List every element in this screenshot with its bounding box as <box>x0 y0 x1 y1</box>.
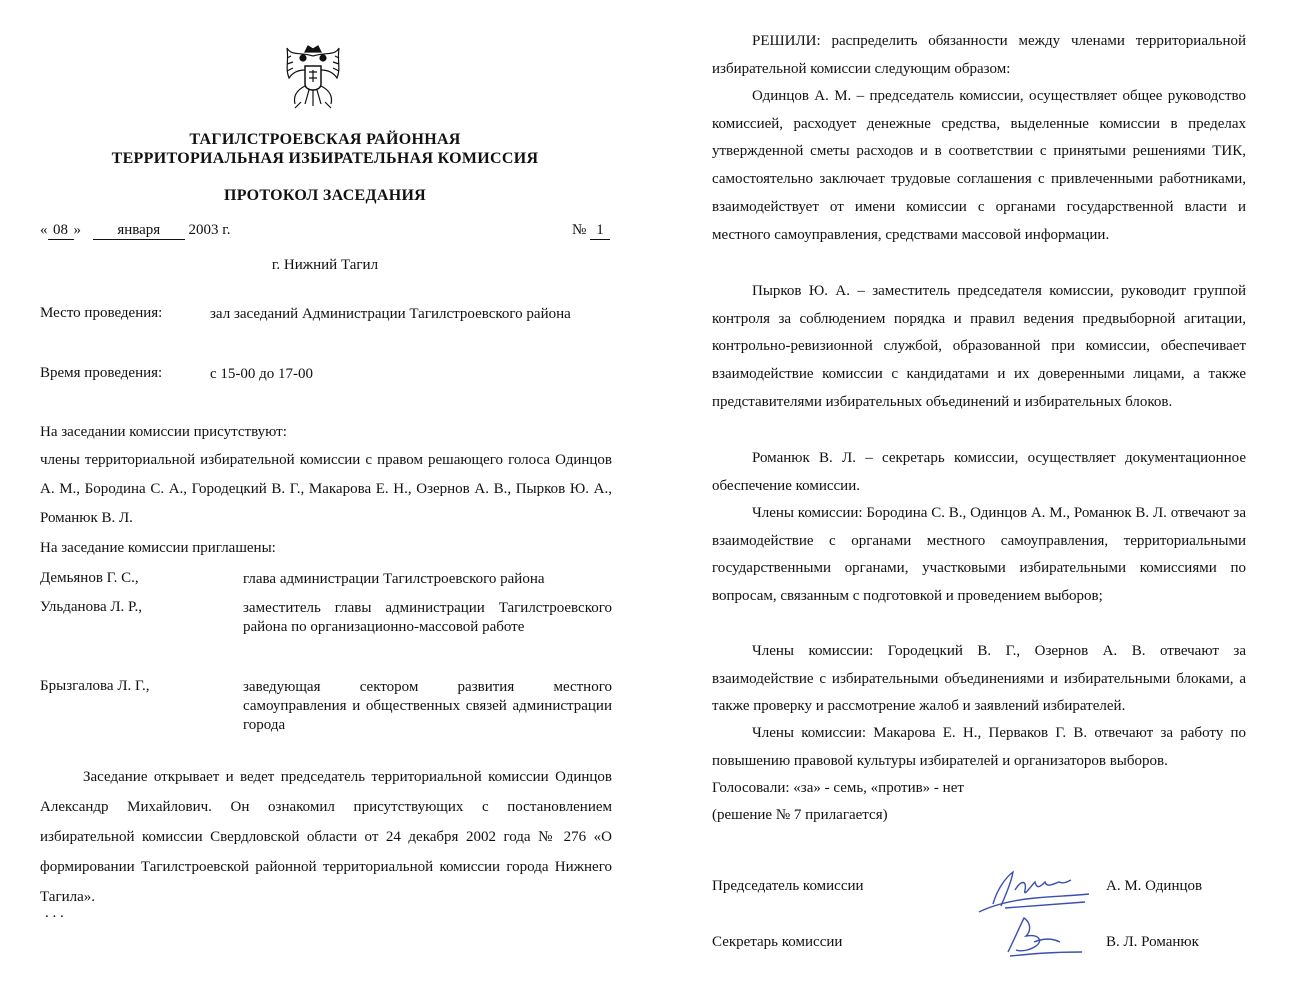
ellipsis: . . . <box>45 905 64 921</box>
decision-paragraph: Пырков Ю. А. – заместитель председателя комиссии, руководит группой контроля за соблюдением порядка и правил ведения предвыборной агитации, контрольно-ревизионной службой, образованной при комиссии, обеспечивает взаимодействие комиссии с кандидатами и их доверенными лицами, а также представителями избирательных объединений и избирательных блоков. <box>712 283 1246 410</box>
date-month: января <box>93 222 185 240</box>
decision-intro: РЕШИЛИ: распределить обязанности между членами территориальной избирательной комиссии следующим образом: <box>712 33 1246 77</box>
signature-name: А. М. Одинцов <box>1106 878 1203 894</box>
secretary-signature-icon <box>990 912 1090 962</box>
place-label: Место проведения: <box>40 305 163 321</box>
present-heading: На заседании комиссии присутствуют: <box>40 424 287 440</box>
invited-role: глава администрации Тагилстроевского района <box>243 571 545 587</box>
signature-role: Секретарь комиссии <box>712 934 843 950</box>
vote-result: Голосовали: «за» - семь, «против» - нет <box>712 780 964 796</box>
decision-paragraph: Одинцов А. М. – председатель комиссии, осуществляет общее руководство комиссией, расходует денежные средства, выделенные комиссии в пределах утвержденной сметы расходов и в соответствии с принятыми решениями ТИК, самостоятельно заключает трудовые соглашения с привлеченными работниками, взаимодействует от имени комиссии с органами государственной власти и местного самоуправления, средствами массовой информации. <box>712 88 1246 243</box>
invited-role: заместитель главы администрации Тагилстроевского района по организационно-массовой работе <box>243 600 612 635</box>
signature-role: Председатель комиссии <box>712 878 864 894</box>
org-name-line2: ТЕРРИТОРИАЛЬНАЯ ИЗБИРАТЕЛЬНАЯ КОМИССИЯ <box>111 150 539 167</box>
decision-paragraph: Романюк В. Л. – секретарь комиссии, осуществляет документационное обеспечение комиссии. <box>712 450 1246 494</box>
signature-name: В. Л. Романюк <box>1106 934 1199 950</box>
protocol-number <box>572 222 610 240</box>
date-year: 2003 г. <box>188 222 231 238</box>
protocol-number-label: № <box>571 222 587 238</box>
invited-role: заведующая сектором развития местного самоуправления и общественных связей администрации города <box>243 679 612 733</box>
invited-name: Демьянов Г. С., <box>40 570 139 586</box>
right-page <box>650 0 1299 1000</box>
date-line <box>40 222 610 242</box>
time-value: с 15-00 до 17-00 <box>210 366 314 382</box>
opening-paragraph: Заседание открывает и ведет председатель территориальной комиссии Одинцов Александр Михайлович. Он ознакомил присутствующих с постановлением избирательной комиссии Свердловской области от 24 декабря 2002 года № 276 «О формировании Тагилстроевской районной территориальной комиссии города Нижнего Тагила». <box>40 769 612 905</box>
date-open-quote: « <box>40 222 48 238</box>
double-headed-eagle-emblem-icon <box>283 40 343 114</box>
date-day: 08 <box>48 222 74 240</box>
invited-name: Ульданова Л. Р., <box>40 599 143 615</box>
attachment-note: (решение № 7 прилагается) <box>712 807 888 823</box>
protocol-number-value: 1 <box>590 222 610 240</box>
decision-paragraph: Члены комиссии: Макарова Е. Н., Перваков Г. В. отвечают за работу по повышению правовой культуры избирателей и организаторов выборов. <box>712 725 1246 769</box>
chairman-signature-icon <box>975 860 1095 920</box>
org-name-line1: ТАГИЛСТРОЕВСКАЯ РАЙОННАЯ <box>189 131 461 148</box>
decision-paragraph: Члены комиссии: Бородина С. В., Одинцов А. М., Романюк В. Л. отвечают за взаимодействие с органами местного самоуправления, территориальными государственными органами, участковыми избирательными комиссиями по вопросам, связанным с подготовкой и проведением выборов; <box>712 505 1246 605</box>
place-value: зал заседаний Администрации Тагилстроевского района <box>210 306 571 322</box>
invited-name: Брызгалова Л. Г., <box>40 678 150 694</box>
present-members: члены территориальной избирательной комиссии с правом решающего голоса Одинцов А. М., Бородина С. А., Городецкий В. Г., Макарова Е. Н., Озернов А. В., Пырков Ю. А., Романюк В. Л. <box>40 452 612 526</box>
document-title: ПРОТОКОЛ ЗАСЕДАНИЯ <box>223 187 427 204</box>
time-label: Время проведения: <box>40 365 163 381</box>
city: г. Нижний Тагил <box>271 257 379 273</box>
date-close-quote: » <box>73 222 81 238</box>
decision-paragraph: Члены комиссии: Городецкий В. Г., Озернов А. В. отвечают за взаимодействие с избирательными объединениями и избирательными блоками, а также проверку и рассмотрение жалоб и заявлений избирателей. <box>712 643 1246 715</box>
invited-heading: На заседание комиссии приглашены: <box>40 540 276 556</box>
